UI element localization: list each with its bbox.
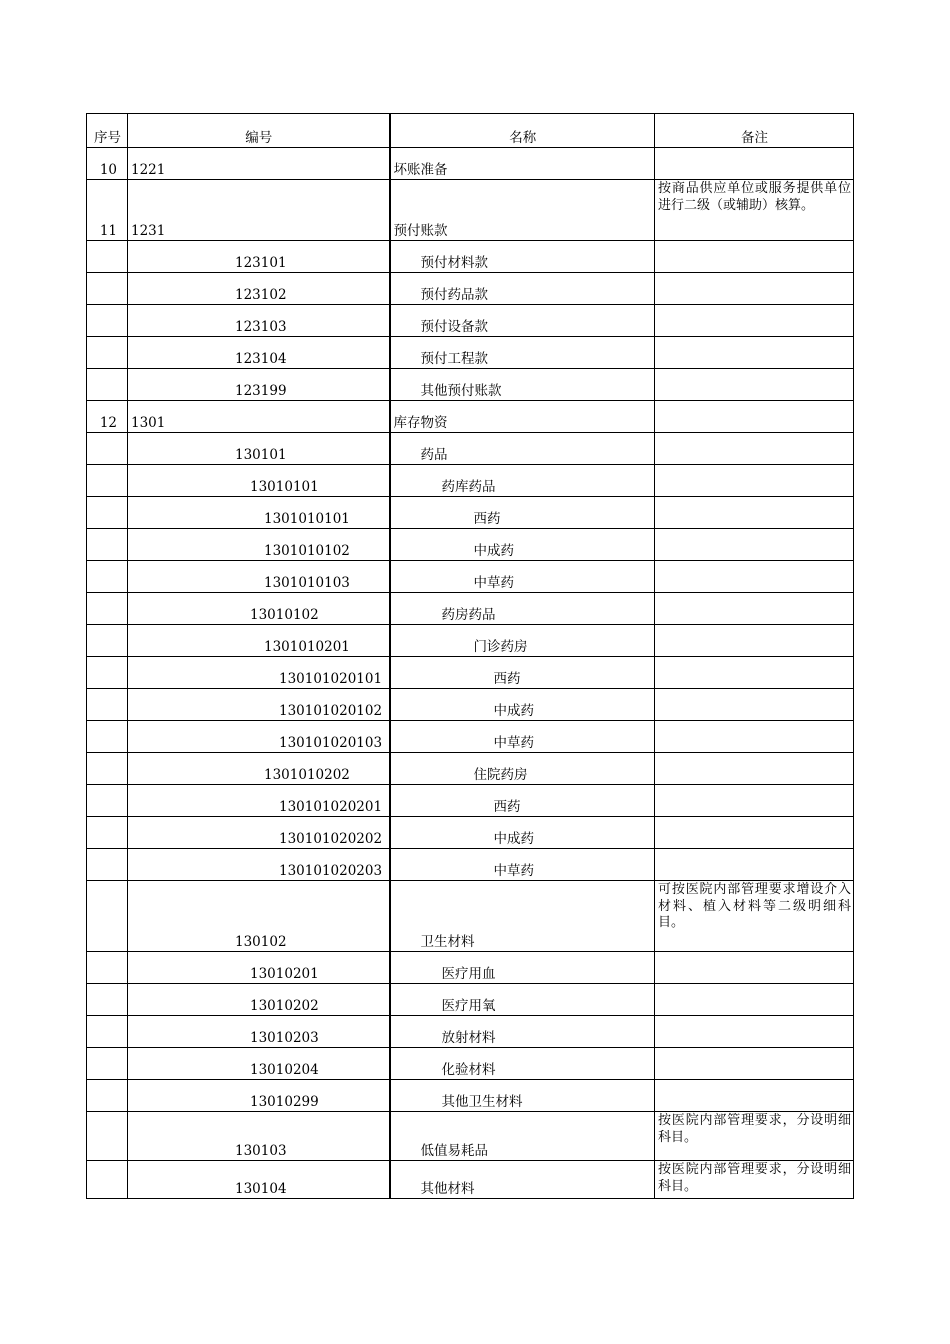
account-name: 西药 <box>493 799 521 815</box>
row-code-cell <box>128 433 390 465</box>
account-code: 123103 <box>235 319 287 335</box>
account-code: 1301010201 <box>264 639 350 655</box>
account-code: 1301010101 <box>264 511 350 527</box>
row-seq <box>87 753 128 785</box>
row-name-cell <box>390 180 655 241</box>
account-code: 130101020203 <box>279 863 383 879</box>
account-name: 中草药 <box>493 735 534 751</box>
table-row <box>87 337 854 369</box>
row-name-cell <box>390 529 655 561</box>
row-code-cell <box>128 593 390 625</box>
row-seq <box>87 1048 128 1080</box>
table-row <box>87 881 854 952</box>
row-name-cell <box>390 625 655 657</box>
account-code: 123102 <box>235 287 287 303</box>
row-seq <box>87 785 128 817</box>
row-seq <box>87 593 128 625</box>
row-note <box>655 561 854 593</box>
row-code-cell <box>128 180 390 241</box>
table-row <box>87 433 854 465</box>
table-row <box>87 657 854 689</box>
table-row <box>87 1161 854 1199</box>
row-note <box>655 273 854 305</box>
row-seq <box>87 273 128 305</box>
account-code: 13010201 <box>250 966 319 982</box>
account-code: 130101020102 <box>279 703 383 719</box>
row-note <box>655 241 854 273</box>
row-seq <box>87 625 128 657</box>
account-code: 13010101 <box>250 479 319 495</box>
table-row <box>87 593 854 625</box>
account-name: 其他预付账款 <box>420 383 502 399</box>
table-row <box>87 241 854 273</box>
table-row <box>87 148 854 180</box>
row-note <box>655 753 854 785</box>
row-note: 可按医院内部管理要求增设介入材料、植入材料等二级明细科目。 <box>655 881 854 952</box>
table-row <box>87 529 854 561</box>
row-code-cell <box>128 1161 390 1199</box>
row-code-cell <box>128 561 390 593</box>
row-code-cell <box>128 497 390 529</box>
row-name-cell <box>390 952 655 984</box>
row-note <box>655 984 854 1016</box>
row-code-cell <box>128 721 390 753</box>
account-name: 药品 <box>420 447 448 463</box>
table-row <box>87 1112 854 1161</box>
account-name: 其他卫生材料 <box>441 1094 523 1110</box>
row-code-cell <box>128 625 390 657</box>
row-note <box>655 1048 854 1080</box>
account-name: 住院药房 <box>473 767 528 783</box>
account-name: 其他材料 <box>420 1181 475 1197</box>
table-row <box>87 984 854 1016</box>
row-name-cell <box>390 497 655 529</box>
account-table-sheet <box>86 113 853 1199</box>
account-name: 门诊药房 <box>473 639 528 655</box>
row-name-cell <box>390 369 655 401</box>
account-name: 低值易耗品 <box>420 1143 488 1159</box>
row-code-cell <box>128 148 390 180</box>
account-code: 1301010102 <box>264 543 350 559</box>
account-name: 医疗用氧 <box>441 998 496 1014</box>
row-name-cell <box>390 817 655 849</box>
row-seq <box>87 369 128 401</box>
account-code: 130101020201 <box>279 799 383 815</box>
account-code: 130101020103 <box>279 735 383 751</box>
chart-of-accounts-table <box>86 113 854 1199</box>
account-name: 中草药 <box>493 863 534 879</box>
row-note <box>655 369 854 401</box>
row-note <box>655 817 854 849</box>
table-row <box>87 625 854 657</box>
account-code: 1231 <box>131 223 166 239</box>
row-note <box>655 952 854 984</box>
account-name: 化验材料 <box>441 1062 496 1078</box>
header-seq: 序号 <box>87 114 128 148</box>
row-code-cell <box>128 241 390 273</box>
row-note <box>655 1016 854 1048</box>
account-name: 预付药品款 <box>420 287 488 303</box>
account-code: 130101020202 <box>279 831 383 847</box>
row-note <box>655 337 854 369</box>
row-note <box>655 148 854 180</box>
account-code: 13010299 <box>250 1094 319 1110</box>
row-name-cell <box>390 433 655 465</box>
row-code-cell <box>128 952 390 984</box>
row-code-cell <box>128 753 390 785</box>
row-name-cell <box>390 241 655 273</box>
table-row <box>87 369 854 401</box>
row-code-cell <box>128 529 390 561</box>
account-code: 123104 <box>235 351 287 367</box>
table-row <box>87 180 854 241</box>
row-name-cell <box>390 1161 655 1199</box>
table-row <box>87 1048 854 1080</box>
row-note: 按商品供应单位或服务提供单位进行二级（或辅助）核算。 <box>655 180 854 241</box>
row-name-cell <box>390 785 655 817</box>
table-row <box>87 952 854 984</box>
row-code-cell <box>128 369 390 401</box>
row-note: 按医院内部管理要求，分设明细科目。 <box>655 1161 854 1199</box>
table-row <box>87 305 854 337</box>
row-seq <box>87 337 128 369</box>
row-code-cell <box>128 1016 390 1048</box>
row-name-cell <box>390 849 655 881</box>
account-code: 13010204 <box>250 1062 319 1078</box>
account-name: 药房药品 <box>441 607 496 623</box>
row-name-cell <box>390 593 655 625</box>
row-note <box>655 657 854 689</box>
row-seq <box>87 561 128 593</box>
row-seq <box>87 1016 128 1048</box>
row-note <box>655 785 854 817</box>
account-name: 预付账款 <box>393 223 448 239</box>
account-name: 西药 <box>493 671 521 687</box>
row-seq: 11 <box>87 180 128 241</box>
table-row <box>87 689 854 721</box>
row-code-cell <box>128 849 390 881</box>
row-note: 按医院内部管理要求，分设明细科目。 <box>655 1112 854 1161</box>
row-seq <box>87 952 128 984</box>
row-name-cell <box>390 881 655 952</box>
row-name-cell <box>390 657 655 689</box>
row-name-cell <box>390 1048 655 1080</box>
row-seq <box>87 1080 128 1112</box>
row-seq <box>87 1112 128 1161</box>
account-code: 1301010202 <box>264 767 350 783</box>
row-seq <box>87 497 128 529</box>
row-name-cell <box>390 721 655 753</box>
account-code: 13010203 <box>250 1030 319 1046</box>
row-name-cell <box>390 273 655 305</box>
header-note: 备注 <box>655 114 854 148</box>
account-name: 西药 <box>473 511 501 527</box>
account-code: 130102 <box>235 934 287 950</box>
account-name: 卫生材料 <box>420 934 475 950</box>
row-name-cell <box>390 401 655 433</box>
account-code: 1221 <box>131 162 166 178</box>
account-code: 13010102 <box>250 607 319 623</box>
row-seq: 10 <box>87 148 128 180</box>
row-seq <box>87 305 128 337</box>
row-seq <box>87 241 128 273</box>
row-name-cell <box>390 561 655 593</box>
header-code: 编号 <box>128 114 390 148</box>
table-row <box>87 785 854 817</box>
row-note <box>655 305 854 337</box>
row-seq <box>87 984 128 1016</box>
row-name-cell <box>390 753 655 785</box>
row-name-cell <box>390 1112 655 1161</box>
table-row <box>87 753 854 785</box>
table-row <box>87 465 854 497</box>
account-name: 药库药品 <box>441 479 496 495</box>
row-code-cell <box>128 1048 390 1080</box>
table-header-row <box>87 114 854 148</box>
row-seq <box>87 849 128 881</box>
header-name: 名称 <box>390 114 655 148</box>
row-note <box>655 849 854 881</box>
table-row <box>87 273 854 305</box>
row-note <box>655 433 854 465</box>
row-note <box>655 721 854 753</box>
row-seq <box>87 465 128 497</box>
account-code: 123199 <box>235 383 287 399</box>
account-name: 预付工程款 <box>420 351 488 367</box>
row-name-cell <box>390 1080 655 1112</box>
row-name-cell <box>390 148 655 180</box>
row-note <box>655 401 854 433</box>
row-note <box>655 593 854 625</box>
row-code-cell <box>128 401 390 433</box>
row-seq <box>87 721 128 753</box>
row-code-cell <box>128 689 390 721</box>
row-seq <box>87 433 128 465</box>
row-note <box>655 465 854 497</box>
row-code-cell <box>128 465 390 497</box>
table-row <box>87 1080 854 1112</box>
row-code-cell <box>128 273 390 305</box>
account-name: 坏账准备 <box>393 162 448 178</box>
row-note <box>655 1080 854 1112</box>
account-code: 1301010103 <box>264 575 350 591</box>
account-name: 中成药 <box>493 703 534 719</box>
row-code-cell <box>128 984 390 1016</box>
account-code: 123101 <box>235 255 287 271</box>
account-code: 130103 <box>235 1143 287 1159</box>
account-name: 中成药 <box>473 543 514 559</box>
table-row <box>87 497 854 529</box>
row-note <box>655 689 854 721</box>
table-row <box>87 561 854 593</box>
table-body <box>87 148 854 1199</box>
row-seq: 12 <box>87 401 128 433</box>
account-name: 中成药 <box>493 831 534 847</box>
account-code: 130101 <box>235 447 287 463</box>
row-name-cell <box>390 465 655 497</box>
account-name: 放射材料 <box>441 1030 496 1046</box>
row-seq <box>87 657 128 689</box>
row-note <box>655 625 854 657</box>
row-seq <box>87 817 128 849</box>
row-seq <box>87 1161 128 1199</box>
row-code-cell <box>128 817 390 849</box>
account-name: 中草药 <box>473 575 514 591</box>
row-code-cell <box>128 785 390 817</box>
row-name-cell <box>390 305 655 337</box>
row-code-cell <box>128 881 390 952</box>
table-row <box>87 721 854 753</box>
row-code-cell <box>128 337 390 369</box>
row-code-cell <box>128 1112 390 1161</box>
row-code-cell <box>128 657 390 689</box>
row-name-cell <box>390 689 655 721</box>
row-name-cell <box>390 337 655 369</box>
row-note <box>655 529 854 561</box>
table-row <box>87 817 854 849</box>
row-name-cell <box>390 984 655 1016</box>
account-code: 130104 <box>235 1181 287 1197</box>
table-row <box>87 401 854 433</box>
account-code: 130101020101 <box>279 671 383 687</box>
table-row <box>87 849 854 881</box>
row-name-cell <box>390 1016 655 1048</box>
row-seq <box>87 689 128 721</box>
row-code-cell <box>128 305 390 337</box>
account-name: 预付材料款 <box>420 255 488 271</box>
row-note <box>655 497 854 529</box>
account-name: 医疗用血 <box>441 966 496 982</box>
account-code: 13010202 <box>250 998 319 1014</box>
account-code: 1301 <box>131 415 166 431</box>
row-code-cell <box>128 1080 390 1112</box>
table-row <box>87 1016 854 1048</box>
account-name: 库存物资 <box>393 415 448 431</box>
row-seq <box>87 529 128 561</box>
row-seq <box>87 881 128 952</box>
account-name: 预付设备款 <box>420 319 488 335</box>
